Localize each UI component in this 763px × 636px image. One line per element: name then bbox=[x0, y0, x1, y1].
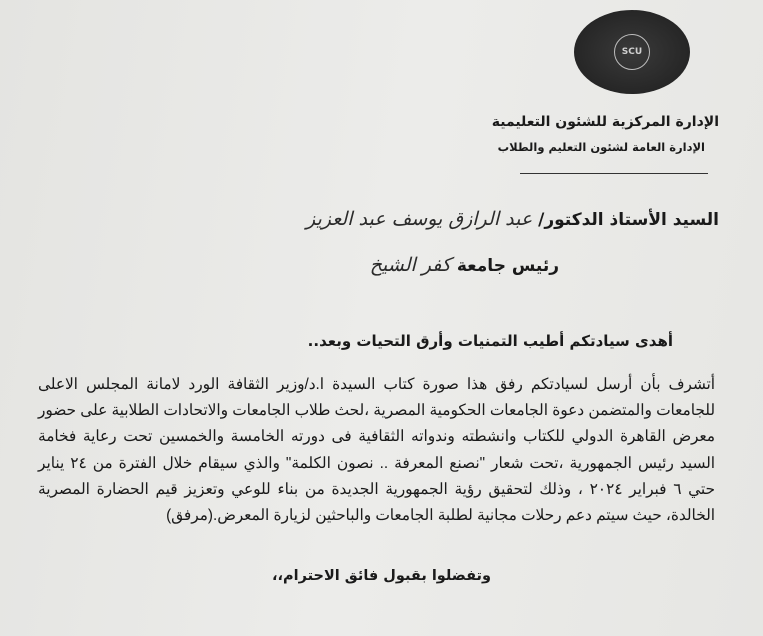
university-handwritten: كفر الشيخ bbox=[369, 254, 451, 276]
addressee-line bbox=[306, 208, 719, 230]
greeting: أهدى سيادتكم أطيب التمنيات وأرق التحيات وبعد.. bbox=[307, 332, 673, 350]
addressee-position: رئيس جامعة bbox=[456, 256, 559, 276]
addressee-name-handwritten: عبد الرازق يوسف عبد العزيز bbox=[306, 208, 533, 230]
header-divider bbox=[520, 173, 708, 174]
addressee-title: السيد الأستاذ الدكتور/ bbox=[538, 210, 719, 230]
closing: وتفضلوا بقبول فائق الاحترام،، bbox=[271, 568, 491, 584]
header-subdepartment: الإدارة العامة لشئون التعليم والطلاب bbox=[497, 140, 705, 154]
header-department: الإدارة المركزية للشئون التعليمية bbox=[491, 114, 719, 130]
university-stamp bbox=[574, 10, 690, 94]
letter-body: أتشرف بأن أرسل لسيادتكم رفق هذا صورة كتاب السيدة ا.د/وزير الثقافة الورد لامانة المجلس الاعلى للجامعات والمتضمن دعوة الجامعات الحكومية المصرية ،لحث طلاب الجامعات والاتحادات الطلابية على حضور معرض القاهرة الدولي للكتاب وانشطته وندواته الثقافية فى دورته الخامسة والخمسين تحت رعاية فخامة السيد رئيس الجمهورية ،تحت شعار "نصنع المعرفة .. نصون الكلمة" والذي سيقام خلال الفترة من ٢٤ يناير حتي ٦ فبراير ٢٠٢٤ ، وذلك لتحقيق رؤية الجمهورية الجديدة من بناء للوعي وتعزيز قيم الحضارة المصرية الخالدة، حيث سيتم دعم رحلات مجانية لطلبة الجامعات والباحثين لزيارة المعرض.(مرفق) bbox=[38, 376, 716, 525]
scu-logo: SCU bbox=[614, 34, 650, 70]
addressee-position-line bbox=[370, 254, 559, 276]
